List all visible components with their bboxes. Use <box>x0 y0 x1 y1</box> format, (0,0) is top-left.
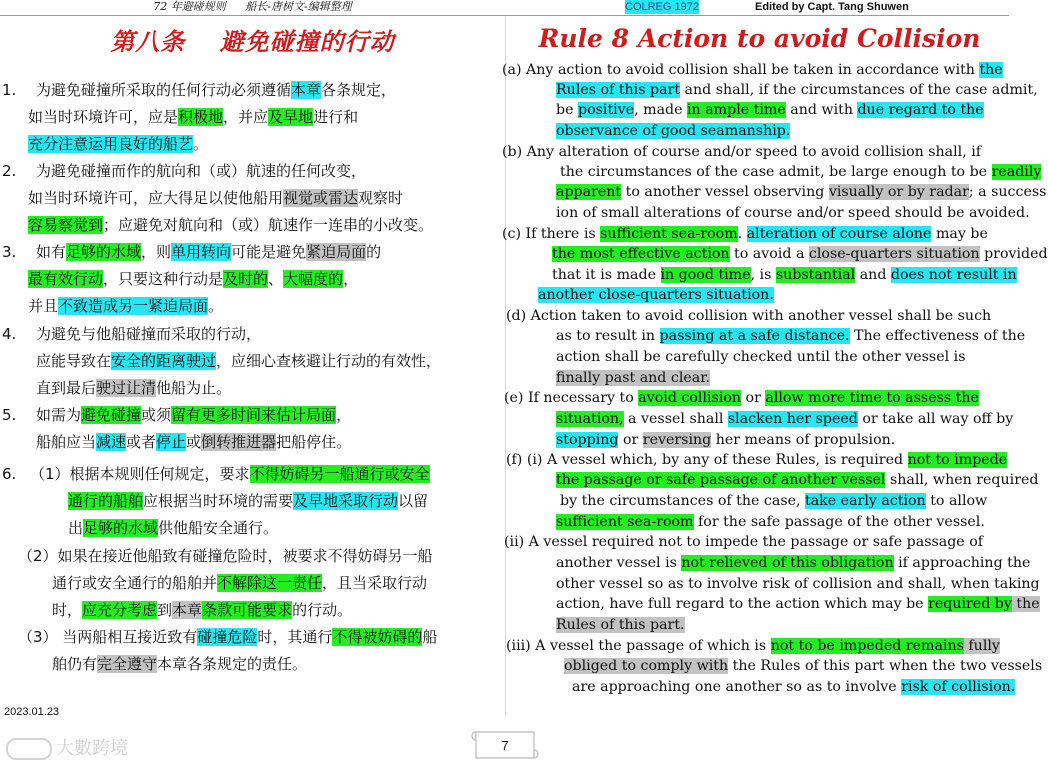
watermark-logo-icon <box>6 738 52 760</box>
zh-line <box>68 516 278 540</box>
en-highlight: positive <box>578 102 635 118</box>
zh-text: 以留 <box>398 492 429 510</box>
en-highlight: not relieved of this obligation <box>681 555 894 571</box>
zh-highlight: 安全的距离驶过 <box>111 352 217 370</box>
en-highlight: readily <box>991 164 1042 180</box>
zh-text: 把船停住。 <box>276 433 352 451</box>
en-highlight: avoid collision <box>638 390 742 406</box>
zh-text: 或 <box>186 433 202 451</box>
en-text: (ii) A vessel required not to impede the passage or safe passage of <box>504 534 983 550</box>
en-highlight: in good time <box>660 267 751 283</box>
zh-text: ， <box>343 270 359 288</box>
en-highlight: situation, <box>556 411 624 427</box>
en-highlight: not to impede <box>907 452 1008 468</box>
en-rule-title: Rule 8 Action to avoid Collision <box>538 24 981 53</box>
en-highlight: the most effective action <box>552 246 730 262</box>
en-line <box>556 409 1013 429</box>
zh-line <box>36 349 441 373</box>
zh-line <box>28 267 358 291</box>
zh-text: ， <box>336 406 352 424</box>
zh-highlight: 倒转推进器 <box>201 433 277 451</box>
zh-highlight: 及早地 <box>268 108 314 126</box>
en-line <box>556 326 1025 346</box>
en-line <box>556 615 685 635</box>
en-text: (f) (i) A vessel which, by any of these Rules, is required <box>506 452 908 468</box>
watermark-text: 大數跨境 <box>56 738 128 759</box>
zh-text: 的 <box>366 243 382 261</box>
en-line <box>506 636 1000 656</box>
zh-highlight: 足够的水域 <box>66 243 142 261</box>
en-text: her means of propulsion. <box>711 432 896 448</box>
zh-line <box>52 598 352 622</box>
en-line <box>556 574 1040 594</box>
zh-line <box>52 652 307 676</box>
zh-highlight: 停止 <box>156 433 187 451</box>
en-line <box>572 677 1015 697</box>
zh-highlight: 碰撞危险 <box>197 628 258 646</box>
zh-clause-number: 5. <box>2 406 17 424</box>
en-text: for the safe passage of the other vessel. <box>693 514 985 530</box>
en-line <box>552 244 1048 264</box>
en-text: other vessel so as to involve risk of collision and shall, when taking <box>556 576 1040 592</box>
zh-highlight: 积极地 <box>178 108 224 126</box>
watermark <box>6 734 128 760</box>
zh-line <box>36 78 396 102</box>
en-line <box>556 80 1038 100</box>
en-text: the circumstances of the case admit, be large enough to be <box>560 164 992 180</box>
zh-highlight: 完全遵守 <box>97 655 158 673</box>
en-highlight: apparent <box>556 184 622 200</box>
zh-text: 供他船安全通行。 <box>158 519 279 537</box>
en-text: (d) Action taken to avoid collision with another vessel shall be such <box>506 308 992 324</box>
header-editor-zh: 船长-唐树文-编辑整理 <box>245 0 352 13</box>
en-line <box>538 285 774 305</box>
en-highlight: sufficient sea-room <box>600 226 738 242</box>
en-highlight: observance of good seamanship. <box>556 123 791 139</box>
en-text: to allow <box>925 493 988 509</box>
en-text: if approaching the <box>893 555 1031 571</box>
zh-highlight: 及时的 <box>223 270 269 288</box>
zh-line <box>28 132 208 156</box>
en-highlight: another close-quarters situation. <box>538 287 774 303</box>
en-line <box>506 450 1007 470</box>
zh-highlight: 充分注意运用良好的船艺 <box>28 135 194 153</box>
en-highlight: slacken her speed <box>727 411 858 427</box>
zh-text: 时，其通行 <box>257 628 333 646</box>
zh-line <box>36 430 351 454</box>
en-highlight: the <box>1011 596 1040 612</box>
zh-text: ；应避免对航向和（或）航速作一连串的小改变。 <box>103 216 434 234</box>
zh-text: 可能是避免 <box>231 243 307 261</box>
en-highlight: not to be impeded remains <box>770 638 964 654</box>
zh-text: 为避免碰撞所采取的任何行动必须遵循 <box>36 81 292 99</box>
zh-text: 如需为 <box>36 406 82 424</box>
en-highlight: passing at a safe distance. <box>659 328 850 344</box>
zh-highlight: 不得被妨碍的 <box>332 628 423 646</box>
en-text: or <box>618 432 643 448</box>
en-line <box>504 532 983 552</box>
en-text: , made <box>634 102 688 118</box>
en-line <box>556 182 1046 202</box>
header-rules-label: 72 年避碰规则 <box>153 0 226 13</box>
zh-text: 、 <box>268 270 284 288</box>
zh-highlight: 通行的船舶 <box>68 492 144 510</box>
en-highlight: in ample time <box>687 102 786 118</box>
zh-line <box>36 376 231 400</box>
en-line <box>556 100 984 120</box>
zh-text: 到 <box>157 601 173 619</box>
header-left <box>0 0 505 16</box>
en-line <box>502 224 988 244</box>
en-line <box>556 553 1030 573</box>
zh-highlight: 不致造成另一紧迫局面 <box>58 297 209 315</box>
en-line <box>556 368 710 388</box>
en-line <box>552 265 1017 285</box>
header-right <box>505 0 1009 16</box>
en-text: the Rules of this part when the two vessels <box>728 658 1043 674</box>
en-highlight: due regard to the <box>857 102 984 118</box>
zh-text: 观察时 <box>358 189 404 207</box>
en-text: that it is made <box>552 267 661 283</box>
zh-text: 。 <box>193 135 209 153</box>
zh-highlight: 视觉或雷达 <box>283 189 359 207</box>
en-line <box>556 594 1040 614</box>
zh-line <box>28 186 403 210</box>
zh-highlight: 单用转向 <box>171 243 232 261</box>
zh-text: 应能导致在 <box>36 352 112 370</box>
en-text: or <box>741 390 766 406</box>
zh-text: 进行和 <box>313 108 359 126</box>
zh-highlight: 容易察觉到 <box>28 216 104 234</box>
en-text: shall, when required <box>885 472 1039 488</box>
zh-text: （3） 当两船相互接近致有 <box>18 628 198 646</box>
en-highlight: alteration of course alone <box>746 226 932 242</box>
en-line <box>556 512 985 532</box>
zh-text: 本章各条规定的责任。 <box>157 655 308 673</box>
en-line <box>502 60 1003 80</box>
en-text: and with <box>785 102 858 118</box>
zh-text: 通行或安全通行的船舶并 <box>52 574 218 592</box>
zh-text: 船舶应当 <box>36 433 97 451</box>
zh-text: 舶仍有 <box>52 655 98 673</box>
en-text: another vessel is <box>556 555 682 571</box>
en-text: to avoid a <box>729 246 809 262</box>
zh-line <box>30 462 430 486</box>
header-colreg-title: COLREG 1972 <box>625 1 699 13</box>
en-highlight: reversing <box>642 432 712 448</box>
en-text: (c) If there is <box>502 226 601 242</box>
zh-highlight: 留有更多时间来估计局面 <box>171 406 337 424</box>
zh-text: 他船为止。 <box>156 379 232 397</box>
en-highlight: sufficient sea-room <box>556 514 694 530</box>
zh-highlight: 应充分考虑 <box>82 601 158 619</box>
zh-line <box>36 322 261 346</box>
en-highlight: substantial <box>775 267 856 283</box>
en-text: a vessel shall <box>623 411 728 427</box>
zh-line <box>52 571 427 595</box>
en-text: action shall be carefully checked until the other vessel is <box>556 349 966 365</box>
en-line <box>556 430 895 450</box>
en-text: be <box>556 102 578 118</box>
en-text: (e) If necessary to <box>504 390 639 406</box>
zh-highlight: 不解除这一责任 <box>217 574 323 592</box>
en-text: as to result in <box>556 328 660 344</box>
page-divider <box>505 16 506 716</box>
zh-line <box>36 240 381 264</box>
en-line <box>560 491 987 511</box>
zh-highlight: 本章 <box>291 81 322 99</box>
en-highlight: fully <box>963 638 1000 654</box>
zh-text: ，应细心查核避让行动的有效性， <box>216 352 442 370</box>
en-line <box>556 203 1030 223</box>
en-text: (a) Any action to avoid collision shall be taken in accordance with <box>502 62 980 78</box>
en-text: may be <box>931 226 988 242</box>
zh-highlight: 最有效行动 <box>28 270 104 288</box>
zh-text: 如有 <box>36 243 67 261</box>
en-text: by the circumstances of the case, <box>560 493 806 509</box>
document-date: 2023.01.23 <box>4 706 60 718</box>
zh-text: 。 <box>208 297 224 315</box>
en-highlight: allow more time to assess the <box>765 390 979 406</box>
zh-text: 各条规定， <box>321 81 397 99</box>
page-number: 7 <box>501 738 509 753</box>
zh-clause-number: 1. <box>2 81 17 99</box>
zh-text: 如当时环境许可，应大得足以使他船用 <box>28 189 284 207</box>
zh-line <box>36 159 366 183</box>
en-highlight: risk of collision. <box>901 679 1016 695</box>
zh-text: ，只要这种行动是 <box>103 270 224 288</box>
en-highlight: does not result in <box>890 267 1017 283</box>
zh-line <box>28 294 223 318</box>
en-text: and <box>855 267 891 283</box>
zh-highlight: 足够的水域 <box>83 519 159 537</box>
zh-text: 时， <box>52 601 83 619</box>
en-line <box>502 142 981 162</box>
en-highlight: Rules of this part <box>556 82 681 98</box>
zh-highlight: 减速 <box>96 433 127 451</box>
en-line <box>506 306 991 326</box>
zh-highlight: 本章 <box>172 601 203 619</box>
en-highlight: obliged to comply with <box>564 658 729 674</box>
en-highlight: required by <box>928 596 1012 612</box>
header-editor-en: Edited by Capt. Tang Shuwen <box>755 1 909 13</box>
en-text: ion of small alterations of course and/or speed should be avoided. <box>556 205 1030 221</box>
zh-text: 或须 <box>141 406 172 424</box>
en-text: or take all way off by <box>857 411 1014 427</box>
zh-text: 的行动。 <box>292 601 353 619</box>
zh-clause-number: 6. <box>2 465 17 483</box>
en-text: and shall, if the circumstances of the case admit, <box>680 82 1038 98</box>
zh-text: 出 <box>68 519 84 537</box>
zh-text: （2）如果在接近他船致有碰撞危险时，被要求不得妨碍另一船 <box>18 547 433 565</box>
zh-line <box>18 544 433 568</box>
en-highlight: visually or by radar <box>828 184 969 200</box>
zh-text: 船 <box>422 628 438 646</box>
zh-rule-title: 第八条 避免碰撞的行动 <box>110 27 395 56</box>
zh-highlight: 大幅度的 <box>283 270 344 288</box>
en-highlight: stopping <box>556 432 619 448</box>
en-highlight: finally past and clear. <box>556 370 710 386</box>
en-highlight: close-quarters situation <box>808 246 980 262</box>
zh-clause-number: 4. <box>2 325 17 343</box>
zh-text: 为避免碰撞而作的航向和（或）航速的任何改变， <box>36 162 367 180</box>
en-text: ; a success <box>968 184 1047 200</box>
en-text: (iii) A vessel the passage of which is <box>506 638 771 654</box>
en-text: are approaching one another so as to involve <box>572 679 902 695</box>
en-line <box>504 388 979 408</box>
zh-text: ，则 <box>141 243 172 261</box>
zh-highlight: 紧迫局面 <box>306 243 367 261</box>
en-text: to another vessel observing <box>621 184 829 200</box>
en-line <box>556 347 965 367</box>
zh-highlight: 不得妨碍另一船通行或安全 <box>249 465 430 483</box>
en-line <box>560 162 1041 182</box>
en-text: provided <box>979 246 1048 262</box>
en-highlight: the passage or safe passage of another vessel <box>556 472 886 488</box>
en-text: action, have full regard to the action which may be <box>556 596 929 612</box>
zh-text: 或者 <box>126 433 157 451</box>
en-highlight: the <box>979 62 1003 78</box>
page-number-scroll <box>470 728 540 764</box>
zh-text: 如当时环境许可，应是 <box>28 108 179 126</box>
zh-line <box>36 403 351 427</box>
en-highlight: Rules of this part. <box>556 617 685 633</box>
zh-highlight: 条款可能要求 <box>202 601 293 619</box>
zh-line <box>18 625 437 649</box>
en-text: (b) Any alteration of course and/or speed to avoid collision shall, if <box>502 144 982 160</box>
en-line <box>556 121 790 141</box>
zh-text: 为避免与他船碰撞而采取的行动， <box>36 325 262 343</box>
zh-highlight: 及早地采取行动 <box>293 492 399 510</box>
en-line <box>564 656 1042 676</box>
zh-text: ，且当采取行动 <box>322 574 428 592</box>
zh-text: 应根据当时环境的需要 <box>143 492 294 510</box>
zh-text: ，并应 <box>223 108 269 126</box>
zh-line <box>28 105 358 129</box>
zh-line <box>28 213 433 237</box>
zh-text: （1）根据本规则任何规定，要求 <box>30 465 250 483</box>
zh-text: 直到最后 <box>36 379 97 397</box>
en-text: , is <box>750 267 776 283</box>
zh-clause-number: 3. <box>2 243 17 261</box>
zh-highlight: 避免碰撞 <box>81 406 142 424</box>
en-text: . <box>737 226 747 242</box>
en-line <box>556 470 1038 490</box>
zh-clause-number: 2. <box>2 162 17 180</box>
en-highlight: take early action <box>805 493 926 509</box>
zh-text: 并且 <box>28 297 59 315</box>
zh-line <box>68 489 428 513</box>
en-text: The effectiveness of the <box>849 328 1026 344</box>
zh-highlight: 驶过让清 <box>96 379 157 397</box>
